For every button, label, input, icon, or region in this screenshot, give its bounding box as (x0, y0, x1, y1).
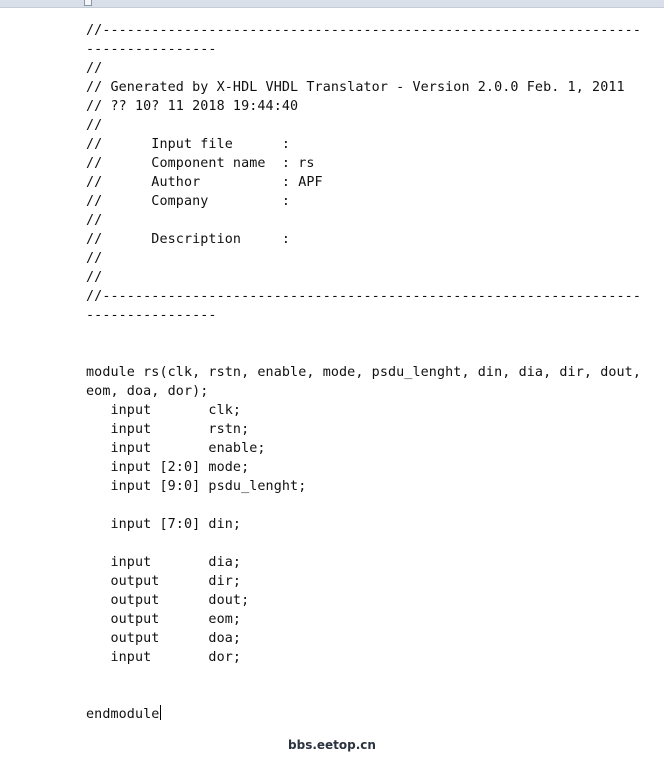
code-line (86, 610, 646, 629)
blank-line (86, 534, 646, 553)
code-line-text: output eom; (86, 612, 242, 627)
code-line (86, 648, 646, 667)
code-line (86, 420, 646, 439)
code-line (86, 287, 646, 325)
code-line (86, 553, 646, 572)
code-line (86, 591, 646, 610)
code-line-text: input dia; (86, 555, 242, 570)
code-line-text: input [9:0] psdu_lenght; (86, 479, 307, 494)
code-line-text: endmodule (86, 707, 160, 722)
code-line-text: // (86, 270, 103, 285)
window-top-strip (0, 0, 664, 8)
code-line (86, 477, 646, 496)
code-line (86, 78, 646, 97)
code-document[interactable] (86, 21, 650, 724)
code-line-text: output doa; (86, 631, 242, 646)
code-line (86, 59, 646, 78)
code-line-text: input clk; (86, 403, 242, 418)
blank-line (86, 344, 646, 363)
code-line (86, 458, 646, 477)
code-line (86, 211, 646, 230)
code-line (86, 192, 646, 211)
code-line (86, 572, 646, 591)
code-line (86, 154, 646, 173)
code-line-text: output dir; (86, 574, 242, 589)
code-line-text: // Input file : (86, 137, 291, 152)
code-line-text: input dor; (86, 650, 242, 665)
code-line (86, 230, 646, 249)
code-line-text: output dout; (86, 593, 250, 608)
code-line (86, 97, 646, 116)
code-line-text: // (86, 61, 103, 76)
code-line (86, 173, 646, 192)
blank-line (86, 325, 646, 344)
code-line (86, 116, 646, 135)
code-line-text: // Component name : rs (86, 156, 315, 171)
code-line-text: //---------------------------------------------------------------------------------- (86, 289, 642, 323)
code-line-text: // (86, 213, 103, 228)
code-line (86, 401, 646, 420)
code-line-text: //---------------------------------------------------------------------------------- (86, 23, 642, 57)
code-line-text: input rstn; (86, 422, 250, 437)
code-line (86, 21, 646, 59)
document-tab-icon (84, 0, 92, 6)
code-line-text: module rs(clk, rstn, enable, mode, psdu_lenght, din, dia, dir, dout, eom, doa, dor); (86, 365, 650, 399)
code-line-text: input [2:0] mode; (86, 460, 250, 475)
code-line-text: // Company : (86, 194, 291, 209)
blank-line (86, 686, 646, 705)
watermark: bbs.eetop.cn (288, 738, 376, 752)
code-line-text: // Generated by X-HDL VHDL Translator - Version 2.0.0 Feb. 1, 2011 (86, 80, 625, 95)
code-line-text: // ?? 10? 11 2018 19:44:40 (86, 99, 299, 114)
code-line (86, 363, 650, 401)
code-line (86, 515, 646, 534)
code-line (86, 705, 646, 724)
code-line-text: input enable; (86, 441, 266, 456)
blank-line (86, 496, 646, 515)
code-line-text: // Author : APF (86, 175, 323, 190)
code-line (86, 439, 646, 458)
code-line-text: // (86, 118, 103, 133)
code-line-text: input [7:0] din; (86, 517, 242, 532)
text-cursor (160, 705, 161, 720)
code-line (86, 135, 646, 154)
code-line-text: // (86, 251, 103, 266)
code-line (86, 249, 646, 268)
code-line (86, 629, 646, 648)
blank-line (86, 667, 646, 686)
code-line (86, 268, 646, 287)
code-line-text: // Description : (86, 232, 291, 247)
